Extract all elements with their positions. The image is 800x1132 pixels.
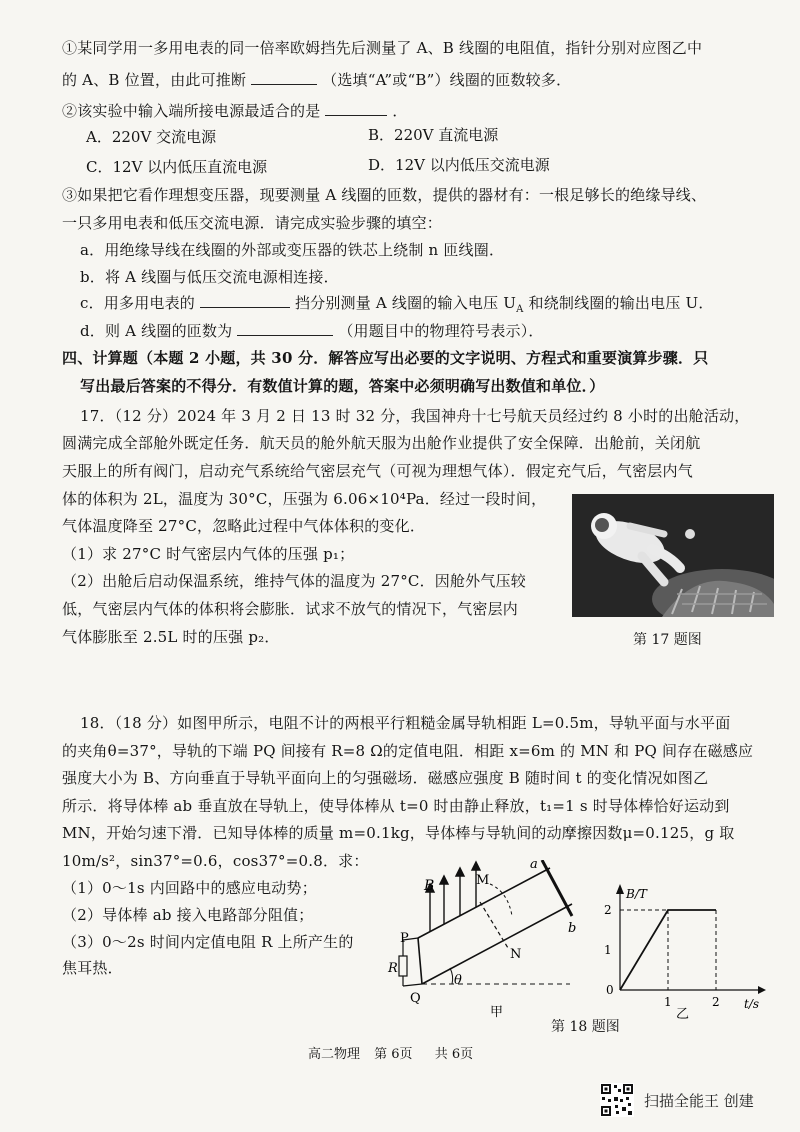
q16-part2-end: ． [392, 102, 408, 120]
q17-figure-caption: 第 17 题图 [633, 632, 702, 648]
scanner-watermark [600, 1082, 754, 1118]
figure-jia-name: 甲 [490, 1005, 504, 1020]
answer-blank-3[interactable] [200, 293, 290, 308]
q18-figure-caption: 第 18 题图 [551, 1019, 620, 1035]
q16-part2 [62, 101, 770, 121]
astronaut-illustration [572, 494, 774, 617]
q18-line5: MN，开始匀速下滑．已知导体棒的质量 m=0.1kg，导体棒与导轨间的动摩擦因数μ=0.125，g 取 [62, 824, 735, 842]
boundary-mn [480, 902, 508, 948]
answer-blank-1[interactable] [251, 70, 317, 85]
label-theta: θ [454, 973, 462, 988]
astronaut-photo [572, 494, 774, 617]
q18-line3: 强度大小为 B、方向垂直于导轨平面向上的匀强磁场．磁感应强度 B 随时间 t 的变化情况如图乙 [62, 769, 709, 787]
section-4-heading-line2: 写出最后答案的不得分．有数值计算的题，答案中必须明确写出数值和单位．） [80, 377, 605, 395]
rail-end-pq [418, 938, 422, 984]
y-tick-2: 2 [604, 903, 612, 917]
option-c: C．12V 以内低压直流电源 [86, 158, 268, 176]
y-tick-1: 1 [604, 943, 612, 957]
answer-blank-2[interactable] [325, 101, 387, 116]
field-arrows [426, 862, 480, 932]
q17-question-2-line2: 低，气密层内气体的体积将会膨胀．试求不放气的情况下，气密层内 [62, 600, 519, 618]
boundary-arc [490, 884, 512, 916]
x-tick-1: 1 [664, 995, 672, 1009]
footer-total-pages: 共 6页 [434, 1047, 474, 1062]
x-axis-arrow [758, 986, 766, 994]
q17-line3: 天服上的所有阀门，启动充气系统给气密层充气（可视为理想气体）．假定充气后，气密层内气 [62, 462, 693, 480]
option-a: A．220V 交流电源 [86, 128, 217, 146]
q16-part1-text-a: 的 A、B 位置，由此可推断 [62, 71, 247, 89]
step-b: b．将 A 线圈与低压交流电源相连接． [80, 268, 339, 286]
step-d [80, 321, 770, 341]
q16-part2-text: ②该实验中输入端所接电源最适合的是 [62, 102, 321, 120]
q17-question-1: （1）求 27°C 时气密层内气体的压强 p₁； [62, 545, 355, 563]
option-d: D．12V 以内低压交流电源 [368, 156, 550, 174]
section-4-heading-line1: 四、计算题（本题 2 小题，共 30 分．解答应写出必要的文字说明、方程式和重要演算步骤．只 [62, 349, 709, 367]
scanner-app-credit: 扫描全能王 创建 [644, 1091, 754, 1110]
footer-page-number: 第 6页 [374, 1047, 413, 1062]
y-axis-arrow [616, 884, 624, 894]
y-axis-label: B/T [626, 887, 647, 901]
footer-subject: 高二物理 [308, 1047, 361, 1062]
q18-question-1: （1）0～1s 内回路中的感应电动势； [62, 879, 317, 897]
x-tick-0: 0 [606, 983, 614, 997]
label-b-field: B [424, 878, 435, 894]
q16-part3-line1: ③如果把它看作理想变压器，现要测量 A 线圈的匝数，提供的器材有：一根足够长的绝缘导线、 [62, 186, 707, 204]
figure-yi-bt-graph [598, 880, 770, 1020]
q18-line6: 10m/s²，sin37°=0.6，cos37°=0.8．求： [62, 852, 369, 870]
page-footer [308, 1046, 473, 1064]
q17-question-2-line1: （2）出舱后启动保温系统，维持气体的温度为 27°C．因舱外气压较 [62, 572, 526, 590]
conductor-rod-ab [542, 860, 572, 916]
bt-series-line [620, 910, 716, 990]
step-d-text-1: d．则 A 线圈的匝数为 [80, 322, 233, 340]
step-c [80, 293, 770, 320]
q17-line2: 圆满完成全部舱外既定任务．航天员的舱外航天服为出舱作业提供了安全保障．出舱前，关闭航 [62, 434, 701, 452]
label-b-end: b [568, 921, 577, 936]
q17-question-2-line3: 气体膨胀至 2.5L 时的压强 p₂． [62, 628, 280, 646]
label-a: a [530, 860, 538, 872]
q18-question-2: （2）导体棒 ab 接入电路部分阻值； [62, 906, 314, 924]
step-c-text-2: 挡分别测量 A 线圈的输入电压 U [294, 294, 517, 312]
q17-line5: 气体温度降至 27°C，忽略此过程中气体体积的变化． [62, 517, 426, 535]
qr-code-icon [600, 1083, 634, 1117]
angle-arc [450, 968, 453, 984]
q18-question-3-line1: （3）0～2s 时间内定值电阻 R 上所产生的 [62, 933, 354, 951]
step-d-text-2: （用题目中的物理符号表示）． [338, 322, 544, 340]
label-m: M [476, 873, 490, 888]
q16-part1-line2 [62, 70, 770, 90]
q16-part1-text-b: （选填“A”或“B”）线圈的匝数较多． [322, 71, 572, 89]
step-c-text-1: c．用多用电表的 [80, 294, 196, 312]
label-r: R [388, 961, 398, 976]
q18-line4: 所示．将导体棒 ab 垂直放在导轨上，使导体棒从 t=0 时由静止释放，t₁=1 s 时导体棒恰好运动到 [62, 797, 730, 815]
step-a: a．用绝缘导线在线圈的外部或变压器的铁芯上绕制 n 匝线圈． [80, 241, 505, 259]
step-c-text-3: 和绕制线圈的输出电压 U． [528, 294, 714, 312]
x-axis-label: t/s [744, 997, 760, 1011]
label-q: Q [410, 991, 421, 1006]
q18-line1: 18．（18 分）如图甲所示，电阻不计的两根平行粗糙金属导轨相距 L=0.5m，导轨平面与水平面 [80, 714, 731, 732]
label-p: P [400, 931, 409, 946]
label-n: N [510, 947, 522, 962]
q17-line4: 体的体积为 2L，温度为 30°C，压强为 6.06×10⁴Pa．经过一段时间， [62, 490, 547, 508]
resistor-r [399, 956, 407, 976]
q18-line2: 的夹角θ=37°，导轨的下端 PQ 间接有 R=8 Ω的定值电阻．相距 x=6m 的 MN 和 PQ 间存在磁感应 [62, 742, 754, 760]
q18-question-3-line2: 焦耳热． [62, 959, 123, 977]
figure-jia-rails [380, 860, 600, 1020]
q16-part3-line2: 一只多用电表和低压交流电源．请完成实验步骤的填空： [62, 214, 443, 232]
q17-line1: 17．（12 分）2024 年 3 月 2 日 13 时 32 分，我国神舟十七号航天员经过约 8 小时的出舱活动， [80, 407, 750, 425]
x-tick-2: 2 [712, 995, 720, 1009]
option-b: B．220V 直流电源 [368, 126, 499, 144]
figure-yi-name: 乙 [676, 1007, 690, 1020]
step-c-subscript: A [516, 304, 524, 315]
answer-blank-4[interactable] [237, 321, 333, 336]
q16-part1-line1: ①某同学用一多用电表的同一倍率欧姆挡先后测量了 A、B 线圈的电阻值，指针分别对应图乙中 [62, 39, 703, 57]
